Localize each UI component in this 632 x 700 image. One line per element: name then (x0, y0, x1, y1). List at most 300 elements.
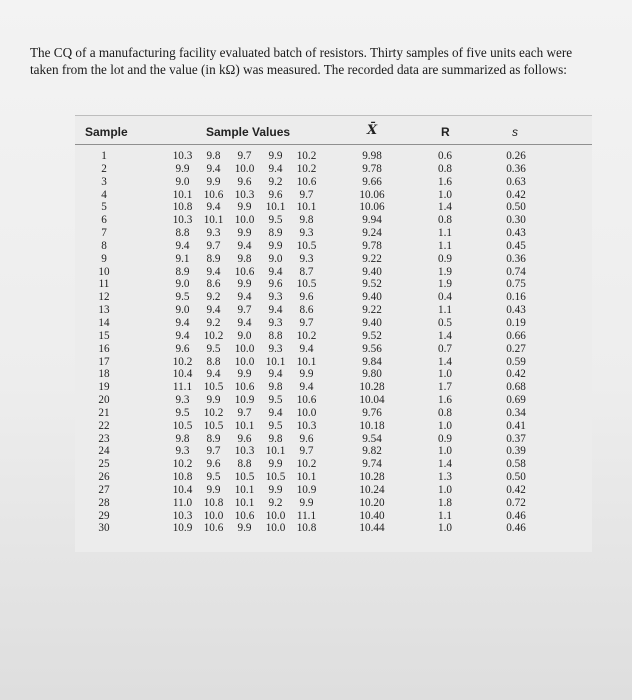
sample-value: 9.6 (299, 291, 314, 304)
sample-value: 9.3 (175, 394, 190, 407)
sample-value: 10.5 (296, 239, 317, 252)
sample-value: 9.4 (175, 239, 190, 252)
range-value: 1.4 (438, 329, 452, 342)
xbar-value: 10.28 (359, 471, 385, 484)
sample-value: 9.3 (268, 342, 283, 355)
sample-value: 9.3 (299, 227, 314, 240)
range-value: 1.4 (438, 201, 452, 214)
sample-value: 10.5 (172, 419, 193, 432)
std-dev-value: 0.50 (506, 471, 526, 484)
sample-value: 10.6 (296, 394, 317, 407)
sample-value: 10.1 (265, 201, 286, 214)
sample-number: 28 (98, 496, 110, 509)
sample-value: 10.1 (265, 355, 286, 368)
sample-value: 9.9 (268, 483, 283, 496)
sample-value: 9.4 (268, 162, 283, 175)
std-dev-value: 0.50 (506, 201, 526, 214)
sample-value: 10.9 (296, 483, 317, 496)
sample-value: 9.4 (237, 291, 252, 304)
sample-value: 10.6 (296, 175, 317, 188)
sample-value: 10.0 (234, 162, 255, 175)
sample-value: 9.4 (237, 316, 252, 329)
sample-value: 9.3 (206, 227, 221, 240)
range-value: 1.0 (438, 188, 452, 201)
std-dev-value: 0.36 (506, 162, 526, 175)
xbar-value: 9.40 (362, 316, 382, 329)
std-dev-value: 0.45 (506, 239, 526, 252)
sample-value: 10.9 (234, 394, 255, 407)
sample-number: 9 (101, 252, 107, 265)
sample-value: 9.0 (237, 329, 252, 342)
sample-value: 10.1 (296, 355, 317, 368)
sample-number: 6 (101, 214, 107, 227)
sample-value: 10.1 (234, 483, 255, 496)
sample-value: 10.3 (172, 214, 193, 227)
sample-values-row (167, 189, 367, 202)
sample-value: 8.7 (299, 265, 314, 278)
sample-value: 10.5 (203, 381, 224, 394)
sample-value: 9.5 (268, 214, 283, 227)
sample-number: 27 (98, 483, 110, 496)
sample-value: 9.5 (268, 419, 283, 432)
sample-value: 9.9 (237, 278, 252, 291)
sample-value: 9.7 (237, 304, 252, 317)
sample-value: 9.7 (206, 239, 221, 252)
sample-value: 9.9 (237, 227, 252, 240)
sample-value: 9.0 (175, 175, 190, 188)
sample-values-row (167, 330, 367, 343)
range-value: 1.6 (438, 394, 452, 407)
sample-values-row (167, 381, 367, 394)
sample-value: 10.1 (296, 201, 317, 214)
sample-values-row (167, 214, 367, 227)
std-dev-value: 0.36 (506, 252, 526, 265)
sample-value: 10.5 (234, 471, 255, 484)
xbar-value: 9.80 (362, 368, 382, 381)
range-value: 1.4 (438, 458, 452, 471)
sample-value: 9.7 (299, 316, 314, 329)
std-dev-value: 0.37 (506, 432, 526, 445)
sample-values-row (167, 433, 367, 446)
range-value: 0.9 (438, 252, 452, 265)
sample-value: 9.9 (237, 522, 252, 535)
sample-value: 9.8 (175, 432, 190, 445)
xbar-value: 9.82 (362, 445, 382, 458)
sample-value: 9.4 (299, 342, 314, 355)
sample-value: 9.7 (299, 445, 314, 458)
sample-value: 10.3 (172, 509, 193, 522)
sample-value: 10.1 (203, 214, 224, 227)
xbar-value: 10.04 (359, 394, 385, 407)
sample-value: 10.9 (172, 522, 193, 535)
range-value: 1.0 (438, 419, 452, 432)
sample-value: 10.0 (265, 509, 286, 522)
range-value: 0.5 (438, 316, 452, 329)
sample-value: 10.8 (203, 496, 224, 509)
range-value: 0.9 (438, 432, 452, 445)
sample-values-row (167, 356, 367, 369)
range-value: 1.1 (438, 239, 452, 252)
sample-value: 10.2 (172, 458, 193, 471)
range-value: 1.4 (438, 355, 452, 368)
sample-number: 25 (98, 458, 110, 471)
xbar-value: 9.56 (362, 342, 382, 355)
range-column (430, 150, 460, 535)
xbar-value: 9.66 (362, 175, 382, 188)
sample-value: 10.1 (265, 445, 286, 458)
xbar-value: 9.40 (362, 291, 382, 304)
sample-values-row (167, 368, 367, 381)
std-dev-value: 0.42 (506, 188, 526, 201)
sample-number: 20 (98, 394, 110, 407)
sample-number: 16 (98, 342, 110, 355)
sample-value: 10.0 (234, 342, 255, 355)
sample-value: 10.1 (234, 496, 255, 509)
sample-value: 9.8 (206, 150, 221, 162)
xbar-value: 9.22 (362, 252, 382, 265)
range-value: 1.0 (438, 483, 452, 496)
std-dev-column (496, 150, 536, 535)
sample-values-row (167, 201, 367, 214)
sample-number: 15 (98, 329, 110, 342)
sample-values-row (167, 266, 367, 279)
sample-value: 10.1 (172, 188, 193, 201)
sample-value: 10.2 (296, 458, 317, 471)
sample-value: 9.4 (268, 304, 283, 317)
sample-value: 10.2 (296, 329, 317, 342)
sample-value: 10.8 (296, 522, 317, 535)
xbar-value: 10.28 (359, 381, 385, 394)
table-header (75, 116, 592, 145)
sample-values-row (167, 394, 367, 407)
sample-values-row (167, 163, 367, 176)
sample-value: 10.3 (296, 419, 317, 432)
std-dev-value: 0.43 (506, 304, 526, 317)
sample-values-column (167, 150, 367, 535)
sample-value: 9.4 (206, 201, 221, 214)
std-dev-value: 0.46 (506, 522, 526, 535)
sample-value: 9.6 (268, 278, 283, 291)
sample-value: 9.7 (299, 188, 314, 201)
sample-value: 8.6 (299, 304, 314, 317)
sample-value: 10.5 (296, 278, 317, 291)
sample-value: 9.9 (299, 496, 314, 509)
sample-number-column (89, 150, 119, 535)
sample-values-row (167, 445, 367, 458)
sample-number: 30 (98, 522, 110, 535)
xbar-column (347, 150, 397, 535)
sample-value: 9.8 (268, 432, 283, 445)
sample-values-row (167, 458, 367, 471)
sample-values-row (167, 497, 367, 510)
range-value: 0.8 (438, 162, 452, 175)
range-value: 0.8 (438, 406, 452, 419)
range-value: 1.0 (438, 445, 452, 458)
sample-values-row (167, 253, 367, 266)
sample-value: 9.4 (206, 265, 221, 278)
sample-value: 10.4 (172, 483, 193, 496)
xbar-value: 9.52 (362, 329, 382, 342)
sample-value: 8.9 (206, 252, 221, 265)
range-value: 1.1 (438, 227, 452, 240)
header-xbar: X̄ (367, 123, 378, 138)
sample-value: 9.0 (175, 278, 190, 291)
sample-values-row (167, 240, 367, 253)
sample-number: 19 (98, 381, 110, 394)
sample-value: 11.0 (172, 496, 193, 509)
sample-value: 10.3 (234, 445, 255, 458)
sample-value: 10.6 (234, 265, 255, 278)
std-dev-value: 0.19 (506, 316, 526, 329)
sample-value: 10.0 (203, 509, 224, 522)
sample-value: 9.9 (268, 150, 283, 162)
xbar-value: 9.54 (362, 432, 382, 445)
sample-value: 10.1 (234, 419, 255, 432)
sample-values-row (167, 291, 367, 304)
sample-values-row (167, 304, 367, 317)
range-value: 1.1 (438, 509, 452, 522)
sample-value: 9.6 (299, 432, 314, 445)
sample-value: 9.2 (268, 496, 283, 509)
std-dev-value: 0.41 (506, 419, 526, 432)
range-value: 1.9 (438, 278, 452, 291)
sample-value: 9.4 (206, 162, 221, 175)
sample-values-row (167, 484, 367, 497)
sample-value: 10.8 (172, 201, 193, 214)
sample-value: 10.0 (234, 355, 255, 368)
sample-number: 7 (101, 227, 107, 240)
header-sample: Sample (85, 125, 128, 139)
xbar-value: 9.76 (362, 406, 382, 419)
std-dev-value: 0.42 (506, 368, 526, 381)
xbar-value: 10.20 (359, 496, 385, 509)
header-std-dev: s (512, 125, 518, 139)
sample-value: 8.9 (175, 265, 190, 278)
sample-values-row (167, 343, 367, 356)
sample-value: 9.9 (299, 368, 314, 381)
sample-number: 8 (101, 239, 107, 252)
xbar-value: 10.24 (359, 483, 385, 496)
sample-value: 8.8 (268, 329, 283, 342)
sample-value: 8.9 (206, 432, 221, 445)
sample-value: 8.8 (175, 227, 190, 240)
sample-number: 21 (98, 406, 110, 419)
std-dev-value: 0.72 (506, 496, 526, 509)
sample-value: 9.3 (268, 316, 283, 329)
std-dev-value: 0.68 (506, 381, 526, 394)
sample-value: 9.3 (268, 291, 283, 304)
xbar-value: 9.84 (362, 355, 382, 368)
sample-value: 9.3 (299, 252, 314, 265)
sample-value: 9.5 (206, 471, 221, 484)
sample-number: 4 (101, 188, 107, 201)
sample-value: 9.5 (175, 291, 190, 304)
sample-value: 9.3 (175, 445, 190, 458)
sample-number: 3 (101, 175, 107, 188)
sample-value: 9.1 (175, 252, 190, 265)
xbar-value: 9.78 (362, 162, 382, 175)
sample-value: 9.4 (206, 368, 221, 381)
range-value: 1.0 (438, 368, 452, 381)
sample-value: 9.2 (268, 175, 283, 188)
sample-value: 10.6 (234, 381, 255, 394)
sample-value: 9.8 (299, 214, 314, 227)
sample-number: 14 (98, 316, 110, 329)
std-dev-value: 0.26 (506, 150, 526, 162)
sample-values-row (167, 150, 367, 163)
std-dev-value: 0.16 (506, 291, 526, 304)
sample-value: 9.0 (175, 304, 190, 317)
sample-values-row (167, 420, 367, 433)
std-dev-value: 0.63 (506, 175, 526, 188)
xbar-value: 9.78 (362, 239, 382, 252)
sample-value: 9.7 (206, 445, 221, 458)
range-value: 1.6 (438, 175, 452, 188)
sample-value: 9.5 (175, 406, 190, 419)
sample-value: 10.0 (296, 406, 317, 419)
sample-value: 9.4 (206, 304, 221, 317)
sample-value: 9.2 (206, 291, 221, 304)
std-dev-value: 0.58 (506, 458, 526, 471)
sample-values-row (167, 510, 367, 523)
xbar-value: 9.74 (362, 458, 382, 471)
sample-value: 9.9 (175, 162, 190, 175)
sample-values-row (167, 176, 367, 189)
sample-value: 10.2 (296, 150, 317, 162)
std-dev-value: 0.39 (506, 445, 526, 458)
sample-value: 11.1 (296, 509, 317, 522)
xbar-value: 9.52 (362, 278, 382, 291)
data-table (75, 115, 592, 552)
sample-value: 9.4 (175, 329, 190, 342)
sample-value: 9.9 (268, 458, 283, 471)
sample-value: 8.6 (206, 278, 221, 291)
std-dev-value: 0.59 (506, 355, 526, 368)
sample-number: 23 (98, 432, 110, 445)
sample-value: 8.8 (237, 458, 252, 471)
std-dev-value: 0.30 (506, 214, 526, 227)
sample-number: 11 (98, 278, 110, 291)
sample-value: 10.4 (172, 368, 193, 381)
xbar-value: 9.98 (362, 150, 382, 162)
xbar-value: 9.94 (362, 214, 382, 227)
sample-value: 10.2 (203, 406, 224, 419)
sample-values-row (167, 278, 367, 291)
std-dev-value: 0.42 (506, 483, 526, 496)
sample-value: 9.4 (268, 406, 283, 419)
xbar-value: 10.06 (359, 201, 385, 214)
sample-value: 9.6 (237, 432, 252, 445)
sample-number: 2 (101, 162, 107, 175)
sample-number: 5 (101, 201, 107, 214)
range-value: 0.7 (438, 342, 452, 355)
sample-value: 8.8 (206, 355, 221, 368)
sample-number: 22 (98, 419, 110, 432)
range-value: 1.0 (438, 522, 452, 535)
sample-value: 10.1 (296, 471, 317, 484)
sample-value: 10.2 (296, 162, 317, 175)
sample-value: 10.0 (234, 214, 255, 227)
sample-value: 10.8 (172, 471, 193, 484)
sample-value: 9.7 (237, 150, 252, 162)
sample-number: 24 (98, 445, 110, 458)
std-dev-value: 0.66 (506, 329, 526, 342)
sample-number: 13 (98, 304, 110, 317)
range-value: 0.6 (438, 150, 452, 162)
sample-value: 9.4 (175, 316, 190, 329)
sample-value: 10.0 (265, 522, 286, 535)
range-value: 1.1 (438, 304, 452, 317)
range-value: 1.8 (438, 496, 452, 509)
sample-value: 9.4 (268, 265, 283, 278)
xbar-value: 9.22 (362, 304, 382, 317)
sample-values-row (167, 317, 367, 330)
std-dev-value: 0.74 (506, 265, 526, 278)
sample-values-row (167, 407, 367, 420)
sample-number: 12 (98, 291, 110, 304)
range-value: 0.4 (438, 291, 452, 304)
range-value: 1.3 (438, 471, 452, 484)
sample-number: 29 (98, 509, 110, 522)
sample-value: 9.9 (206, 175, 221, 188)
sample-value: 9.4 (299, 381, 314, 394)
sample-value: 9.9 (268, 239, 283, 252)
xbar-value: 10.40 (359, 509, 385, 522)
sample-value: 9.9 (237, 368, 252, 381)
sample-value: 10.6 (234, 509, 255, 522)
std-dev-value: 0.75 (506, 278, 526, 291)
sample-value: 9.5 (206, 342, 221, 355)
sample-number: 18 (98, 368, 110, 381)
sample-value: 9.6 (175, 342, 190, 355)
range-value: 1.7 (438, 381, 452, 394)
sample-value: 10.5 (265, 471, 286, 484)
sample-value: 9.9 (206, 394, 221, 407)
sample-number: 17 (98, 355, 110, 368)
sample-value: 10.3 (172, 150, 193, 162)
std-dev-value: 0.46 (506, 509, 526, 522)
std-dev-value: 0.27 (506, 342, 526, 355)
header-range: R (441, 125, 450, 139)
sample-number: 1 (101, 150, 107, 162)
std-dev-value: 0.34 (506, 406, 526, 419)
sample-value: 9.2 (206, 316, 221, 329)
sample-value: 9.8 (237, 252, 252, 265)
sample-value: 9.9 (237, 201, 252, 214)
sample-value: 9.5 (268, 394, 283, 407)
sample-value: 11.1 (172, 381, 193, 394)
sample-number: 10 (98, 265, 110, 278)
sample-value: 9.4 (268, 368, 283, 381)
sample-value: 8.9 (268, 227, 283, 240)
sample-value: 10.2 (203, 329, 224, 342)
sample-value: 10.6 (203, 188, 224, 201)
sample-value: 10.3 (234, 188, 255, 201)
xbar-value: 10.06 (359, 188, 385, 201)
sample-number: 26 (98, 471, 110, 484)
problem-statement: The CQ of a manufacturing facility evaluated batch of resistors. Thirty samples of five units each were taken from the lot and the value (in kΩ) was measured. The recorded data are summarized as follows: (30, 45, 573, 77)
sample-values-row (167, 227, 367, 240)
xbar-value: 10.44 (359, 522, 385, 535)
sample-value: 9.7 (237, 406, 252, 419)
std-dev-value: 0.43 (506, 227, 526, 240)
range-value: 0.8 (438, 214, 452, 227)
xbar-value: 10.18 (359, 419, 385, 432)
sample-value: 9.0 (268, 252, 283, 265)
sample-value: 10.5 (203, 419, 224, 432)
header-sample-values: Sample Values (206, 125, 291, 139)
xbar-value: 9.40 (362, 265, 382, 278)
